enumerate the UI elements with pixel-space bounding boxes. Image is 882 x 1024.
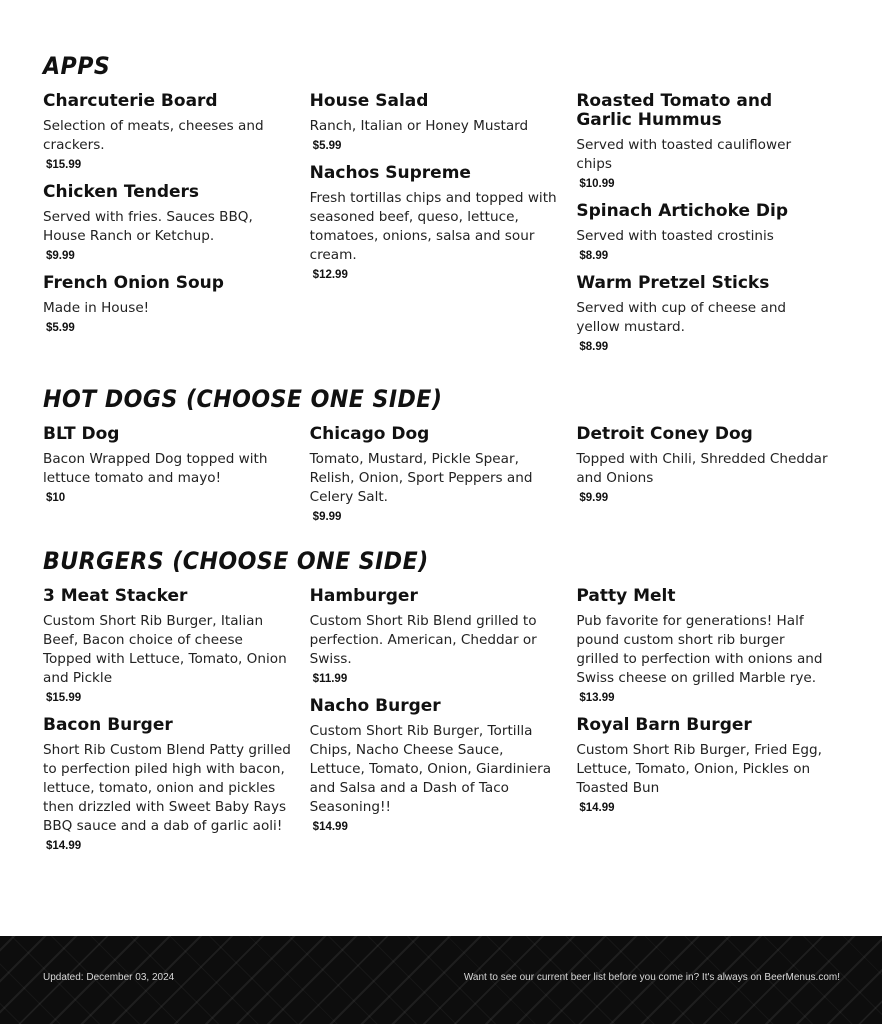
menu-item — [310, 92, 563, 152]
menu-column — [310, 587, 577, 864]
item-name: Spinach Artichoke Dip — [576, 201, 789, 221]
item-description: Fresh tortillas chips and topped with seasoned beef, queso, lettuce, tomatoes, onions, salsa and sour cream. — [309, 190, 557, 263]
item-description: Short Rib Custom Blend Patty grilled to perfection piled high with bacon, lettuce, tomato, onion and pickles then drizzled with Sweet Baby Rays BBQ sauce and a dab of garlic aoli! — [43, 742, 291, 834]
section-columns — [43, 587, 843, 864]
item-name: Chicken Tenders — [43, 182, 200, 202]
section-hot-dogs — [43, 385, 843, 535]
item-price: $12.99 — [312, 269, 348, 281]
menu-column — [43, 92, 310, 365]
item-name: 3 Meat Stacker — [43, 586, 188, 606]
menu-column — [43, 587, 310, 864]
section-columns — [43, 425, 843, 535]
item-description: Ranch, Italian or Honey Mustard — [309, 118, 529, 134]
item-description: Served with fries. Sauces BBQ, House Ranch or Ketchup. — [43, 209, 253, 244]
menu-item — [43, 716, 296, 852]
item-price: $5.99 — [46, 322, 75, 334]
menu-item — [43, 425, 296, 504]
item-price: $11.99 — [312, 673, 348, 685]
menu-item — [310, 425, 563, 523]
item-price: $15.99 — [46, 159, 82, 171]
item-price: $5.99 — [312, 140, 342, 152]
item-description: Custom Short Rib Burger, Fried Egg, Lettuce, Tomato, Onion, Pickles on Toasted Bun — [576, 742, 822, 796]
menu-item — [576, 425, 829, 504]
menu-column — [576, 425, 843, 535]
item-price: $10.99 — [579, 178, 615, 190]
menu-item — [576, 92, 829, 190]
item-description: Custom Short Rib Burger, Italian Beef, Bacon choice of cheese Topped with Lettuce, Tomato, Onion and Pickle — [43, 613, 287, 686]
item-description: Bacon Wrapped Dog topped with lettuce tomato and mayo! — [43, 451, 268, 486]
item-name: Patty Melt — [576, 586, 676, 606]
item-name: French Onion Soup — [43, 273, 224, 293]
menu-column — [310, 92, 577, 365]
item-price: $14.99 — [312, 821, 348, 833]
item-name: Hamburger — [309, 586, 418, 606]
item-price: $14.99 — [46, 840, 82, 852]
menu-item — [310, 587, 563, 685]
item-price: $14.99 — [579, 802, 615, 814]
item-price: $9.99 — [312, 511, 342, 523]
item-price: $8.99 — [579, 250, 609, 262]
menu-item — [576, 274, 829, 353]
menu-item — [310, 164, 563, 281]
item-description: Made in House! — [43, 300, 150, 316]
item-name: Nacho Burger — [309, 696, 441, 716]
menu-item — [576, 716, 829, 814]
item-price: $9.99 — [46, 250, 75, 262]
item-description: Tomato, Mustard, Pickle Spear, Relish, Onion, Sport Peppers and Celery Salt. — [309, 451, 533, 505]
item-price: $13.99 — [579, 692, 615, 704]
menu-item — [43, 587, 296, 704]
section-title: HOT DOGS (CHOOSE ONE SIDE) — [43, 385, 443, 413]
menu-item — [43, 274, 296, 334]
item-description: Custom Short Rib Burger, Tortilla Chips, Nacho Cheese Sauce, Lettuce, Tomato, Onion, Giardiniera and Salsa and a Dash of Taco Seasoning!! — [309, 723, 552, 815]
menu-column — [310, 425, 577, 535]
section-title: BURGERS (CHOOSE ONE SIDE) — [43, 547, 429, 575]
item-name: Detroit Coney Dog — [576, 424, 753, 444]
section-columns — [43, 92, 843, 365]
menu-item — [43, 183, 296, 262]
item-name: Royal Barn Burger — [576, 715, 752, 735]
menu-column — [576, 92, 843, 365]
item-name: Warm Pretzel Sticks — [576, 273, 770, 293]
updated-date: Updated: December 03, 2024 — [43, 972, 175, 983]
item-name: BLT Dog — [43, 424, 120, 444]
item-description: Served with cup of cheese and yellow mustard. — [576, 300, 787, 335]
item-description: Served with toasted crostinis — [576, 228, 774, 244]
item-name: Charcuterie Board — [43, 91, 218, 111]
menu-column — [576, 587, 843, 864]
menu-column — [43, 425, 310, 535]
item-name: Bacon Burger — [43, 715, 173, 735]
item-price: $15.99 — [46, 692, 82, 704]
item-price: $9.99 — [579, 492, 609, 504]
item-description: Served with toasted cauliflower chips — [576, 137, 792, 172]
item-name: Nachos Supreme — [309, 163, 471, 183]
section-apps — [43, 52, 843, 365]
section-burgers — [43, 547, 843, 864]
item-price: $10 — [46, 492, 66, 504]
footer — [0, 936, 882, 1024]
item-description: Selection of meats, cheeses and crackers. — [43, 118, 264, 153]
menu-item — [310, 697, 563, 833]
menu-item — [43, 92, 296, 171]
menu-item — [576, 587, 829, 704]
item-description: Topped with Chili, Shredded Cheddar and Onions — [576, 451, 828, 486]
item-description: Custom Short Rib Blend grilled to perfection. American, Cheddar or Swiss. — [309, 613, 537, 667]
menu-item — [576, 202, 829, 262]
item-price: $8.99 — [579, 341, 609, 353]
beermenus-note: Want to see our current beer list before you come in? It's always on BeerMenus.com! — [463, 972, 840, 983]
item-name: House Salad — [309, 91, 429, 111]
item-name: Chicago Dog — [309, 424, 430, 444]
item-description: Pub favorite for generations! Half pound custom short rib burger grilled to perfection with onions and Swiss cheese on grilled Marble rye. — [576, 613, 823, 686]
item-name: Roasted Tomato and Garlic Hummus — [576, 91, 773, 130]
section-title: APPS — [43, 52, 111, 80]
